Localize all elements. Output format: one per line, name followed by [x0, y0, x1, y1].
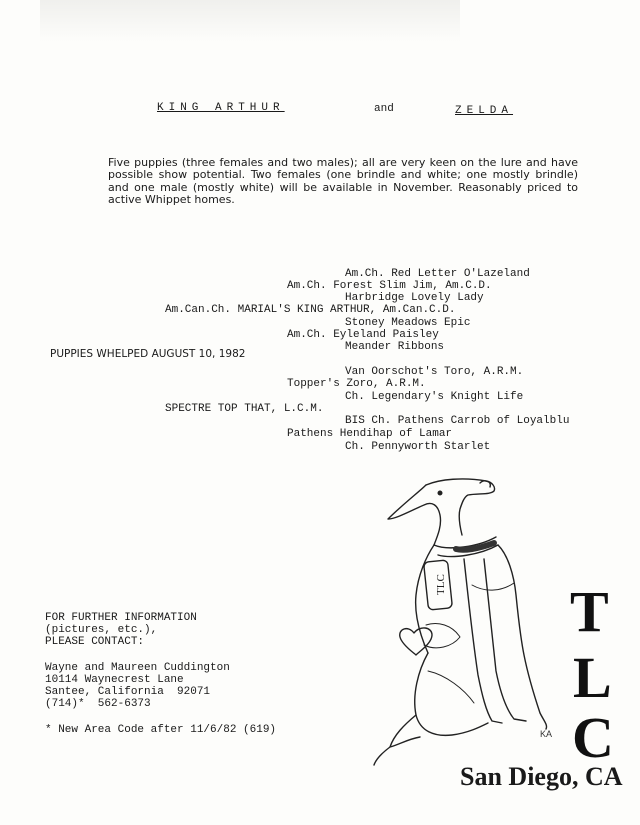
pedigree-line-9: Topper's Zoro, A.R.M. [287, 378, 426, 390]
pedigree-line-6: Am.Ch. Eyleland Paisley [287, 329, 439, 341]
and-text: and [374, 103, 394, 115]
pedigree-line-8: Van Oorschot's Toro, A.R.M. [345, 366, 524, 378]
logo-location: San Diego, CA [460, 762, 623, 791]
contact-line-1: FOR FURTHER INFORMATION [45, 612, 197, 624]
contact-name: Wayne and Maureen Cuddington [45, 662, 230, 674]
pedigree-line-14: Ch. Pennyworth Starlet [345, 441, 491, 453]
contact-phone: (714)* 562-6373 [45, 698, 151, 710]
pedigree-line-2: Am.Ch. Forest Slim Jim, Am.C.D. [287, 280, 492, 292]
artist-initials: KA [540, 729, 553, 739]
area-code-note: * New Area Code after 11/6/82 (619) [45, 724, 277, 736]
whelped-date: PUPPIES WHELPED AUGUST 10, 1982 [50, 348, 246, 360]
dam-title: ZELDA [455, 105, 514, 117]
whippet-illustration [368, 475, 568, 770]
tag-text: TLC [435, 574, 447, 595]
pedigree-dam: SPECTRE TOP THAT, L.C.M. [165, 403, 324, 415]
contact-line-3: PLEASE CONTACT: [45, 636, 145, 648]
pedigree-line-10: Ch. Legendary's Knight Life [345, 391, 524, 403]
logo-letter-c: C [572, 705, 614, 770]
pedigree-sire: Am.Can.Ch. MARIAL'S KING ARTHUR, Am.Can.C.D. [165, 304, 456, 316]
pedigree-line-3: Harbridge Lovely Lady [345, 292, 484, 304]
logo-letter-l: L [573, 645, 612, 710]
pedigree-line-13: Pathens Hendihap of Lamar [287, 428, 453, 440]
pedigree-line-1: Am.Ch. Red Letter O'Lazeland [345, 268, 530, 280]
pedigree-line-7: Meander Ribbons [345, 341, 445, 353]
litter-description: Five puppies (three females and two males); all are very keen on the lure and have possible show potential. Two females (one brindle and white; one mostly brindle) and one male (mostly white) will be available in November. Reasonably priced to active Whippet homes. [108, 156, 578, 207]
logo-letter-t: T [570, 579, 609, 644]
contact-street: 10114 Waynecrest Lane [45, 674, 184, 686]
pedigree-line-12: BIS Ch. Pathens Carrob of Loyalblu [345, 415, 570, 427]
sire-title: KING ARTHUR [157, 102, 285, 114]
contact-line-2: (pictures, etc.), [45, 624, 158, 636]
contact-city: Santee, California 92071 [45, 686, 211, 698]
scan-smudge [40, 0, 460, 42]
pedigree-line-5: Stoney Meadows Epic [345, 317, 471, 329]
